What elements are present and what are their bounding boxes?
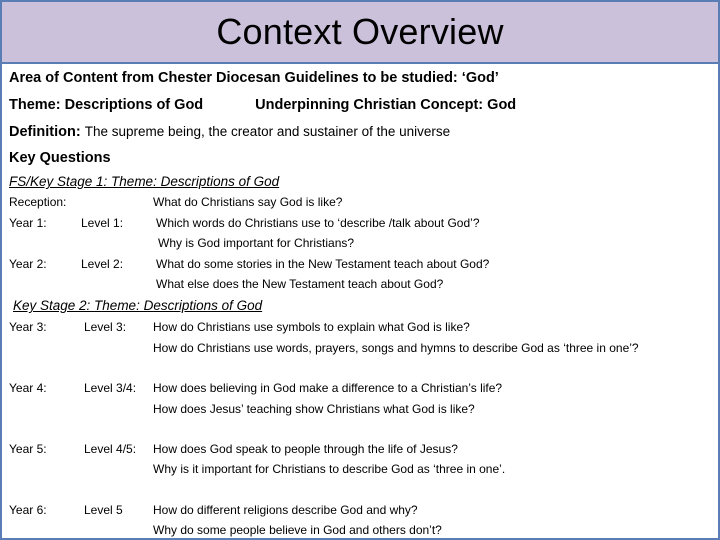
theme: Theme: Descriptions of God bbox=[9, 97, 204, 113]
ks2-level: Level 5 bbox=[84, 503, 123, 517]
ks1-question: Which words do Christians use to ‘describe /talk about God’? bbox=[156, 216, 480, 230]
title-bar bbox=[0, 0, 720, 64]
ks2-question: Why do some people believe in God and others don’t? bbox=[153, 523, 442, 537]
concept: Underpinning Christian Concept: God bbox=[255, 97, 517, 113]
ks1-heading: FS/Key Stage 1: Theme: Descriptions of God bbox=[9, 174, 280, 189]
ks2-year: Year 6: bbox=[9, 503, 47, 517]
ks2-question: How do Christians use words, prayers, songs and hymns to describe God as ‘three in one’? bbox=[153, 341, 639, 355]
definition-label: Definition: bbox=[9, 124, 81, 140]
ks2-level: Level 3: bbox=[84, 320, 127, 334]
ks2-level: Level 4/5: bbox=[84, 442, 137, 456]
ks1-year: Year 2: bbox=[9, 257, 47, 271]
definition-line bbox=[9, 124, 450, 140]
ks2-question: How does believing in God make a difference to a Christian’s life? bbox=[153, 381, 503, 395]
definition-text: The supreme being, the creator and sustainer of the universe bbox=[84, 124, 451, 139]
ks2-heading: Key Stage 2: Theme: Descriptions of God bbox=[13, 298, 263, 313]
ks2-question: How does Jesus’ teaching show Christians what God is like? bbox=[153, 402, 475, 416]
ks1-year: Reception: bbox=[9, 195, 67, 209]
theme-line bbox=[9, 97, 516, 113]
ks1-question: Why is God important for Christians? bbox=[158, 236, 355, 250]
ks2-year: Year 3: bbox=[9, 320, 47, 334]
area-of-content: Area of Content from Chester Diocesan Guidelines to be studied: ‘God’ bbox=[9, 70, 499, 86]
ks2-level: Level 3/4: bbox=[84, 381, 137, 395]
ks1-question: What do Christians say God is like? bbox=[153, 195, 343, 209]
ks2-year: Year 5: bbox=[9, 442, 47, 456]
content-panel bbox=[0, 64, 720, 540]
ks1-level: Level 1: bbox=[81, 216, 124, 230]
ks2-question: How do different religions describe God and why? bbox=[153, 503, 418, 517]
ks2-question: Why is it important for Christians to describe God as ‘three in one’. bbox=[153, 462, 506, 476]
ks1-question: What do some stories in the New Testament teach about God? bbox=[156, 257, 490, 271]
ks1-question: What else does the New Testament teach about God? bbox=[156, 277, 444, 291]
ks2-question: How does God speak to people through the life of Jesus? bbox=[153, 442, 458, 456]
ks2-year: Year 4: bbox=[9, 381, 47, 395]
ks1-year: Year 1: bbox=[9, 216, 47, 230]
ks2-question: How do Christians use symbols to explain what God is like? bbox=[153, 320, 470, 334]
key-questions-heading: Key Questions bbox=[9, 150, 111, 166]
page-title: Context Overview bbox=[216, 11, 504, 52]
ks1-level: Level 2: bbox=[81, 257, 124, 271]
